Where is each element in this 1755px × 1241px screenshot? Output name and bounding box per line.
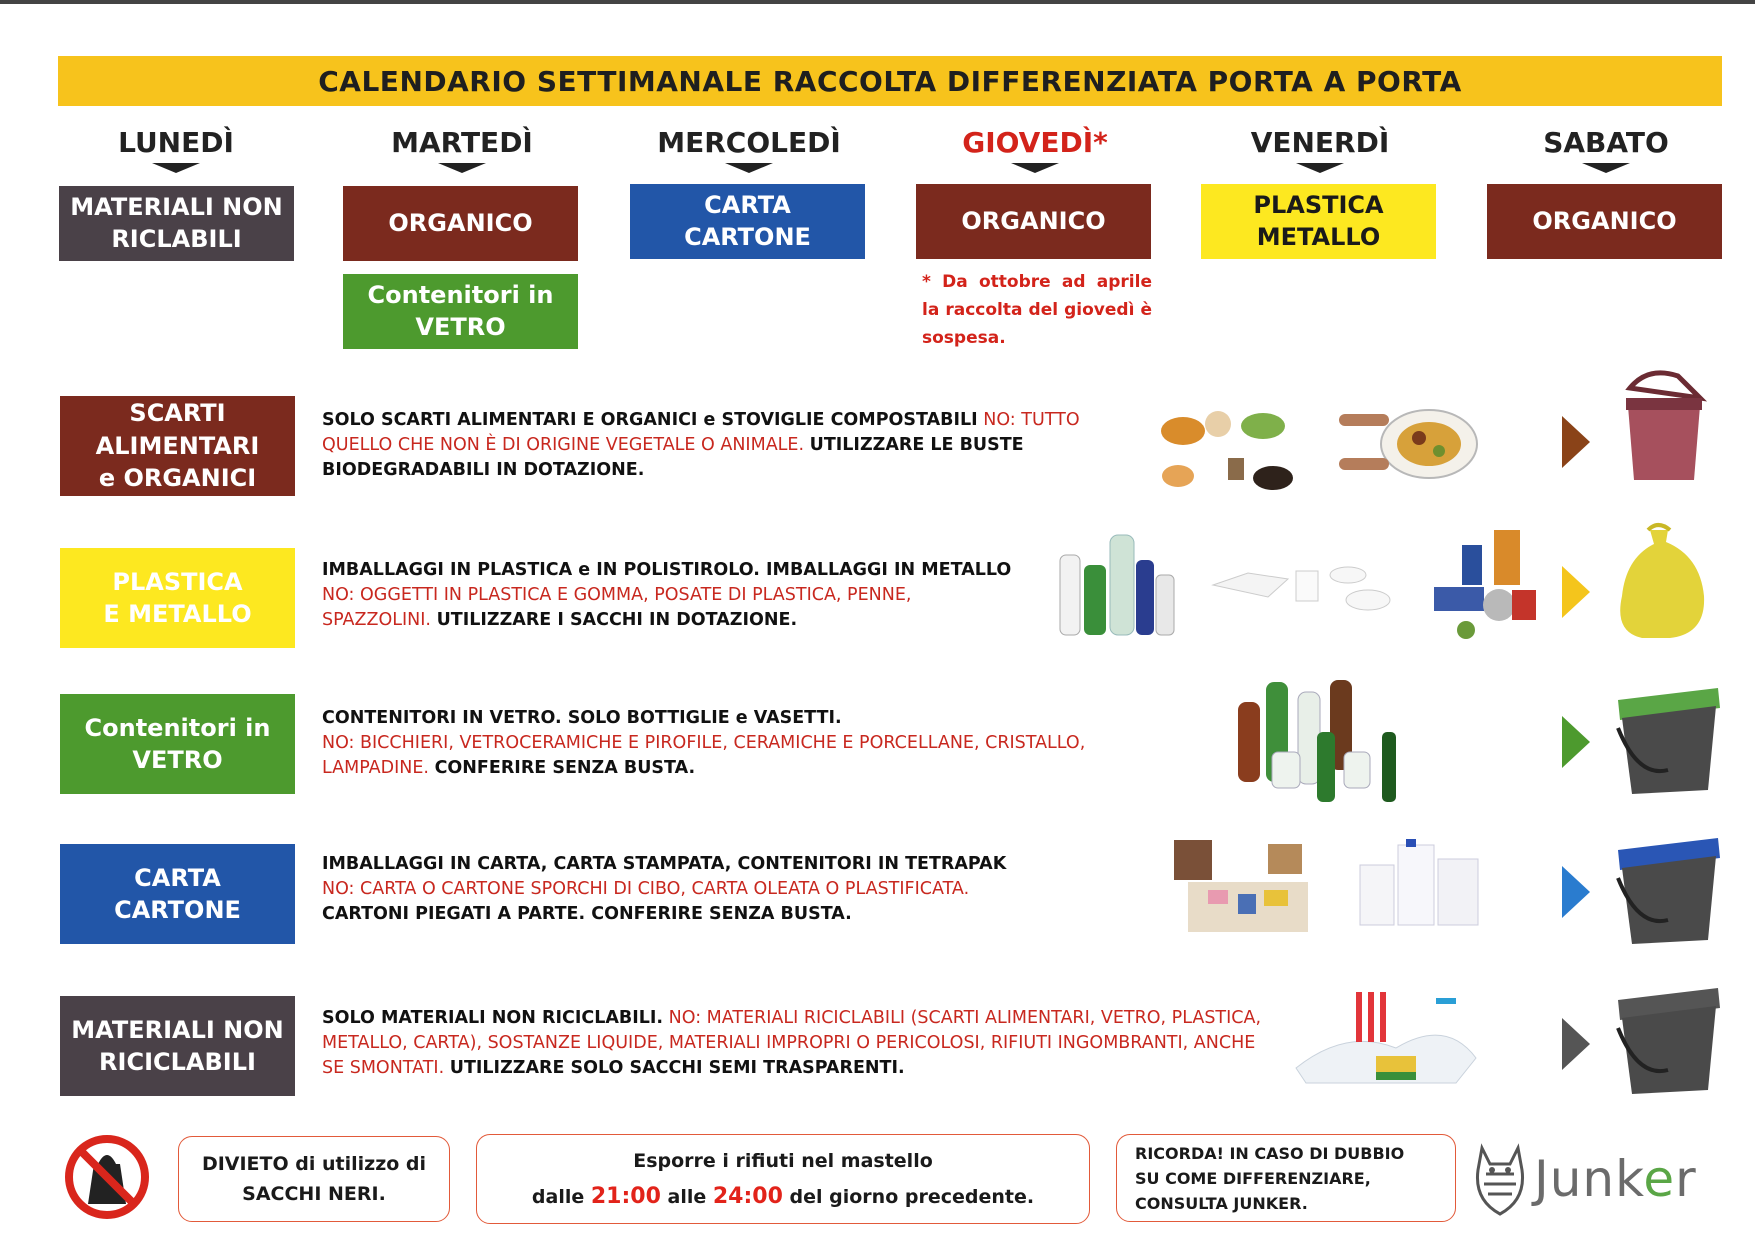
instruction-text: UTILIZZARE LE BUSTE BIODEGRADABILI IN DOTAZIONE. [322,435,1024,480]
day-tuesday [342,126,582,173]
allowed-text: SOLO SCARTI ALIMENTARI E ORGANICI e STOVIGLIE COMPOSTABILI [322,410,978,430]
category-paper-description [322,852,1116,927]
polystyrene-image [1208,545,1398,625]
time-text-line2 [532,1179,1034,1215]
not-allowed-text: NO: MATERIALI RICICLABILI (SCARTI ALIMENTARI, VETRO, PLASTICA, METALLO, CARTA), SOSTANZE LIQUIDE, MATERIALI IMPROPRI O PERICOLOSI, RIFIUTI INGOMBRANTI, ANCHE SE SMONTATI. [322,1008,1262,1078]
instruction-text: UTILIZZARE SOLO SACCHI SEMI TRASPARENTI. [449,1058,905,1078]
reminder-line1: RICORDA! IN CASO DI DUBBIO [1135,1143,1405,1163]
food-plate-image [1334,396,1484,496]
reminder-line2: SU COME DIFFERENZIARE, [1135,1168,1371,1188]
time-text-line1: Esporre i rifiuti nel mastello [633,1150,933,1172]
day-wednesday [629,126,869,173]
time-end: 24:00 [712,1184,783,1209]
allowed-text: IMBALLAGGI IN PLASTICA e IN POLISTIROLO. IMBALLAGGI IN METALLO [322,560,1012,580]
arrow-right-icon [1562,716,1590,768]
plastic-images [1052,525,1544,645]
metal-cans-image [1424,525,1544,645]
not-allowed-text: NO: OGGETTI IN PLASTICA E GOMMA, POSATE DI PLASTICA, PENNE, SPAZZOLINI. [322,585,912,630]
arrow-right-icon [1562,1018,1590,1070]
time-mid: alle [667,1186,707,1208]
day-tag-saturday-organic: ORGANICO [1487,184,1722,259]
glass-images [1232,672,1402,812]
down-arrow-icon [152,163,200,173]
glass-bottles-image [1232,672,1402,812]
day-thursday [915,126,1155,173]
down-arrow-icon [1296,163,1344,173]
tetrapak-image [1354,835,1484,935]
arrow-right-icon [1562,866,1590,918]
allowed-text: IMBALLAGGI IN CARTA, CARTA STAMPATA, CONTENITORI IN TETRAPAK [322,854,1007,874]
reminder-line3: CONSULTA JUNKER. [1135,1193,1308,1213]
instruction-text: CONFERIRE SENZA BUSTA. [434,758,696,778]
day-name: MERCOLEDÌ [657,126,841,159]
yellow-bag-icon [1608,522,1718,642]
day-tag-tuesday-glass: Contenitori in VETRO [343,274,578,349]
day-tag-friday-plastic: PLASTICA METALLO [1201,184,1436,259]
brown-bin-icon [1608,368,1718,488]
collection-time-box [476,1134,1090,1224]
instruction-text: UTILIZZARE I SACCHI IN DOTAZIONE. [436,610,798,630]
thursday-suspension-note: * Da ottobre ad aprile la raccolta del giovedì è sospesa. [922,272,1152,349]
ban-text-line1: DIVIETO di utilizzo di [201,1153,427,1175]
day-tag-wednesday-paper: CARTA CARTONE [630,184,865,259]
logo-text-a: Junk [1534,1150,1644,1208]
no-black-bags-icon [64,1134,150,1220]
allowed-text: CONTENITORI IN VETRO. SOLO BOTTIGLIE e VASETTI. [322,708,842,728]
category-organic-description [322,408,1116,483]
day-name: SABATO [1543,126,1669,159]
category-nonrecyclable: MATERIALI NON RICICLABILI [60,996,295,1096]
category-plastic: PLASTICA E METALLO [60,548,295,648]
category-paper: CARTA CARTONE [60,844,295,944]
calendar-title: CALENDARIO SETTIMANALE RACCOLTA DIFFERENZIATA PORTA A PORTA [58,56,1722,106]
day-name: GIOVEDÌ* [962,126,1108,159]
logo-text-b: e [1643,1150,1676,1208]
category-nonrecyclable-description [322,1006,1262,1081]
time-start: 21:00 [590,1184,661,1209]
paper-packaging-image [1168,830,1328,940]
not-allowed-text: NO: TUTTO QUELLO CHE NON È DI ORIGINE VEGETALE O ANIMALE. [322,410,1080,455]
instruction-text: CARTONI PIEGATI A PARTE. CONFERIRE SENZA BUSTA. [322,904,852,924]
day-tag-monday-nonrecyclable: MATERIALI NON RICLABILI [59,186,294,261]
black-bag-ban-box [178,1136,450,1222]
day-name: LUNEDÌ [118,126,234,159]
arrow-right-icon [1562,566,1590,618]
day-friday [1200,126,1440,173]
ban-text-line2: SACCHI NERI. [242,1183,386,1205]
blue-bin-icon [1608,828,1728,948]
green-bin-icon [1608,678,1728,798]
time-prefix: dalle [531,1186,585,1208]
paper-images [1168,830,1484,940]
arrow-right-icon [1562,416,1590,468]
nonrecyclable-image [1286,988,1486,1088]
down-arrow-icon [1582,163,1630,173]
day-monday [56,126,296,173]
not-allowed-text: NO: BICCHIERI, VETROCERAMICHE E PIROFILE, CERAMICHE E PORCELLANE, CRISTALLO, LAMPADINE. [322,733,1086,778]
zebra-logo-icon [1470,1140,1530,1218]
category-plastic-description [322,558,1016,633]
day-name: MARTEDÌ [391,126,533,159]
junker-logo [1534,1150,1697,1208]
category-glass-description [322,706,1108,781]
category-organic: SCARTI ALIMENTARI e ORGANICI [60,396,295,496]
day-tag-tuesday-organic: ORGANICO [343,186,578,261]
down-arrow-icon [725,163,773,173]
plastic-bottles-image [1052,525,1182,645]
not-allowed-text: NO: CARTA O CARTONE SPORCHI DI CIBO, CARTA OLEATA O PLASTIFICATA. [322,879,970,899]
down-arrow-icon [1011,163,1059,173]
time-suffix: del giorno precedente. [789,1186,1035,1208]
junker-reminder-box [1116,1134,1456,1222]
category-glass: Contenitori in VETRO [60,694,295,794]
day-tag-thursday-organic: ORGANICO [916,184,1151,259]
grey-bin-icon [1608,978,1728,1098]
organic-images [1158,396,1484,496]
top-border [0,0,1755,4]
logo-text-c: r [1675,1150,1697,1208]
day-saturday [1486,126,1726,173]
allowed-text: SOLO MATERIALI NON RICICLABILI. [322,1008,664,1028]
down-arrow-icon [438,163,486,173]
day-name: VENERDÌ [1250,126,1390,159]
food-scraps-image [1158,396,1308,496]
